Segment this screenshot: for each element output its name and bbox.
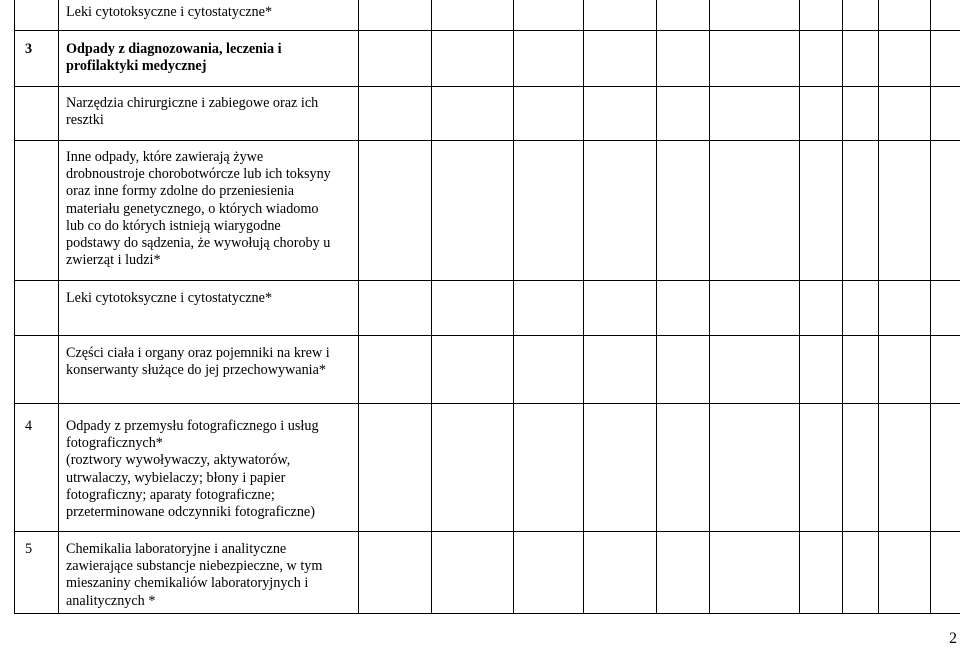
column-divider xyxy=(358,0,359,614)
category-description: Odpady z przemysłu fotograficznego i usług fotograficznych* (roztwory wywoływaczy, aktywatorów, utrwalaczy, wybielaczy; błony i papier fotograficzny; aparaty fotograficzne; przeterminowane odczynniki fotograficzne) xyxy=(66,418,319,521)
column-divider xyxy=(513,0,514,614)
column-divider xyxy=(583,0,584,614)
column-divider xyxy=(842,0,843,614)
category-description: Chemikalia laboratoryjne i analityczne zawierające substancje niebezpieczne, w tym mieszaniny chemikaliów laboratoryjnych i analitycznych * xyxy=(66,541,323,609)
row-divider xyxy=(14,531,960,532)
column-divider xyxy=(656,0,657,614)
category-number: 5 xyxy=(25,541,33,557)
column-divider xyxy=(58,0,59,614)
row-divider xyxy=(14,335,960,336)
column-divider xyxy=(709,0,710,614)
waste-type-text: Narzędzia chirurgiczne i zabiegowe oraz ich resztki xyxy=(66,95,319,129)
row-divider xyxy=(14,30,960,31)
column-divider xyxy=(431,0,432,614)
column-divider xyxy=(930,0,931,614)
column-divider xyxy=(14,0,15,614)
row-divider xyxy=(14,86,960,87)
page-number: 2 xyxy=(949,630,957,647)
column-divider xyxy=(799,0,800,614)
column-divider xyxy=(878,0,879,614)
category-heading: Odpady z diagnozowania, leczenia i profilaktyki medycznej xyxy=(66,41,282,75)
category-number: 3 xyxy=(25,41,33,57)
category-number: 4 xyxy=(25,418,33,434)
row-divider xyxy=(14,403,960,404)
waste-type-text: Inne odpady, które zawierają żywe drobnoustroje chorobotwórcze lub ich toksyny oraz inne formy zdolne do przeniesienia materiału genetycznego, o których wiadomo lub co do których istnieją wiarygodne podstawy do sądzenia, że wywołują choroby u zwierząt i ludzi* xyxy=(66,149,331,269)
row-divider xyxy=(14,613,960,614)
waste-type-text: Leki cytotoksyczne i cytostatyczne* xyxy=(66,290,273,306)
waste-type-text: Leki cytotoksyczne i cytostatyczne* xyxy=(66,4,273,20)
waste-type-text: Części ciała i organy oraz pojemniki na krew i konserwanty służące do jej przechowywania* xyxy=(66,345,330,379)
row-divider xyxy=(14,280,960,281)
row-divider xyxy=(14,140,960,141)
